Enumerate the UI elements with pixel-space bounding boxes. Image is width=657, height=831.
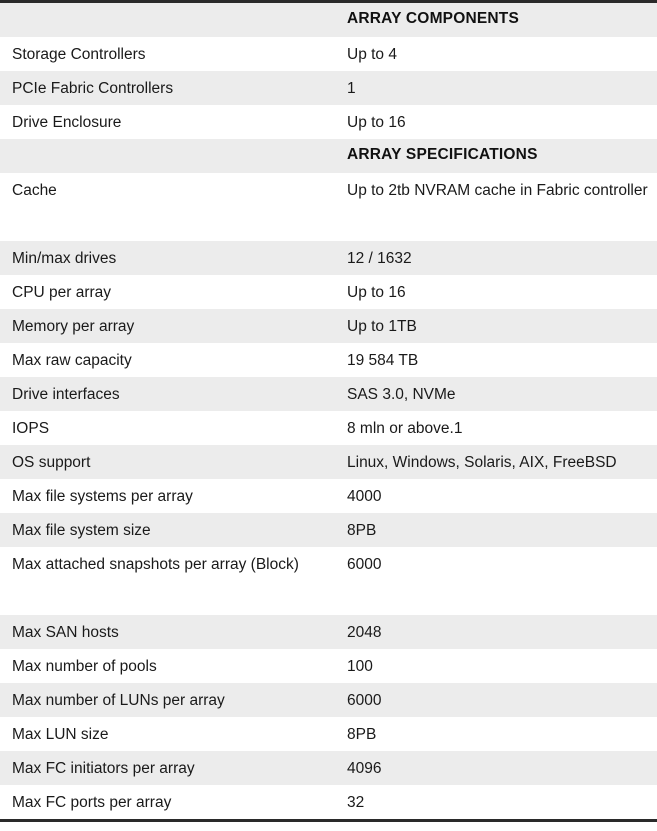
- row-label: Max file system size: [12, 522, 151, 539]
- row-value: 6000: [347, 692, 382, 709]
- row-value: Up to 4: [347, 46, 397, 63]
- row-label: Max attached snapshots per array (Block): [12, 556, 299, 573]
- section-title: ARRAY COMPONENTS: [347, 10, 520, 27]
- row-label: Max number of pools: [12, 658, 157, 675]
- table-row: [0, 615, 657, 649]
- table-row: [0, 377, 657, 411]
- table-row: [0, 309, 657, 343]
- table-row: [0, 275, 657, 309]
- section-header-array-components: [0, 3, 657, 37]
- table-row: [0, 105, 657, 139]
- row-value: 4096: [347, 760, 382, 777]
- row-value: 1: [347, 80, 356, 97]
- row-label: Max file systems per array: [12, 488, 193, 505]
- table-row: [0, 445, 657, 479]
- row-label: CPU per array: [12, 284, 112, 301]
- row-label: Min/max drives: [12, 250, 117, 267]
- row-label: Memory per array: [12, 318, 135, 335]
- row-label: Max SAN hosts: [12, 624, 119, 641]
- row-label: Drive interfaces: [12, 386, 120, 403]
- table-row: [0, 785, 657, 819]
- row-value: 6000: [347, 556, 382, 573]
- row-label: Drive Enclosure: [12, 114, 122, 131]
- table-row: [0, 751, 657, 785]
- row-label: Max LUN size: [12, 726, 109, 743]
- row-label: Max FC ports per array: [12, 794, 172, 811]
- row-value: 4000: [347, 488, 382, 505]
- row-value: Linux, Windows, Solaris, AIX, FreeBSD: [347, 454, 617, 471]
- table-row: [0, 683, 657, 717]
- row-label: Max raw capacity: [12, 352, 132, 369]
- table-row: [0, 649, 657, 683]
- row-value: 8PB: [347, 726, 377, 743]
- row-label: Max FC initiators per array: [12, 760, 195, 777]
- table-row: [0, 513, 657, 547]
- table-row: [0, 37, 657, 71]
- row-label: Max number of LUNs per array: [12, 692, 225, 709]
- row-label: OS support: [12, 454, 91, 471]
- row-label: Cache: [12, 182, 57, 199]
- row-value: SAS 3.0, NVMe: [347, 386, 456, 403]
- table-row: [0, 717, 657, 751]
- row-label: Storage Controllers: [12, 46, 146, 63]
- table-row: [0, 173, 657, 241]
- row-value: 19 584 TB: [347, 352, 419, 369]
- row-value: 32: [347, 794, 365, 811]
- table-row: [0, 241, 657, 275]
- section-header-array-specifications: [0, 139, 657, 173]
- table-row: [0, 71, 657, 105]
- table-row: [0, 547, 657, 615]
- row-value: Up to 16: [347, 114, 406, 131]
- row-value: 100: [347, 658, 373, 675]
- row-value: 8 mln or above.1: [347, 420, 463, 437]
- row-value: Up to 16: [347, 284, 406, 301]
- row-label: PCIe Fabric Controllers: [12, 80, 174, 97]
- section-title: ARRAY SPECIFICATIONS: [347, 146, 538, 163]
- row-label: IOPS: [12, 420, 50, 437]
- row-value: 12 / 1632: [347, 250, 412, 267]
- table-row: [0, 411, 657, 445]
- table-row: [0, 479, 657, 513]
- row-value: Up to 2tb NVRAM cache in Fabric controller: [347, 182, 648, 199]
- row-value: 2048: [347, 624, 382, 641]
- row-value: 8PB: [347, 522, 377, 539]
- table-row: [0, 343, 657, 377]
- row-value: Up to 1TB: [347, 318, 417, 335]
